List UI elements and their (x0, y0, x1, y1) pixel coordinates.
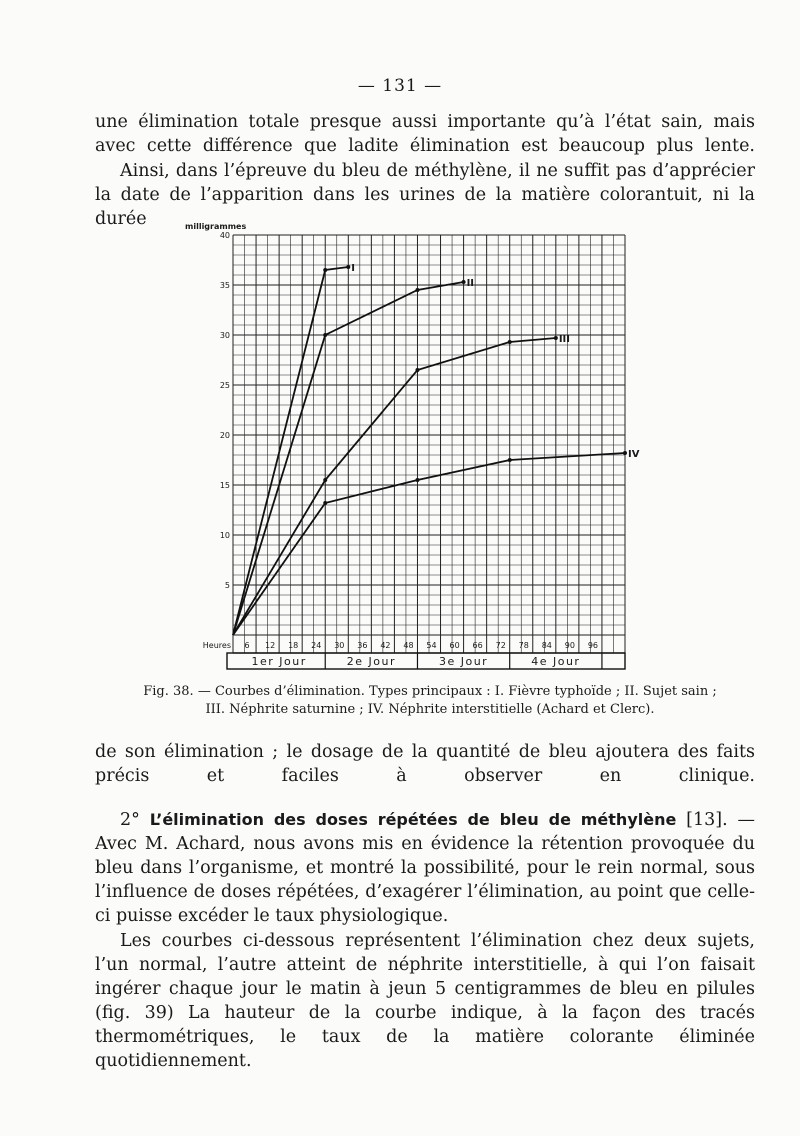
para1-line1: une élimination totale presque aussi importante qu’à l’état sain, mais avec (95, 112, 755, 156)
series-point (415, 288, 419, 292)
series-point (323, 333, 327, 337)
section-body: M. Achard, nous avons mis en évidence la rétention provoquée du bleu dans l’organisme, et montré la possibilité, pour le rein normal, sous l’influence de doses répétées, d’exagérer l’élimination, au point que celle-ci puisse excéder le taux physiologique. (95, 834, 755, 926)
y-axis-label: milligrammes (185, 222, 247, 231)
x-tick-label: 6 (244, 641, 250, 650)
series-label: IV (628, 449, 640, 460)
series-point (415, 478, 419, 482)
elimination-chart (185, 215, 640, 675)
page-number: — 131 — (357, 76, 443, 96)
series-point (323, 501, 327, 505)
series-point (508, 458, 512, 462)
y-tick-label: 5 (224, 581, 230, 590)
series-label: III (558, 334, 570, 345)
y-tick-label: 10 (219, 531, 230, 540)
series-label: II (466, 278, 475, 289)
paragraph-continuation (95, 110, 755, 158)
y-tick-label: 35 (219, 281, 230, 290)
series-point (554, 336, 558, 340)
x-tick-label: 18 (288, 641, 299, 650)
para2-line2: la date de l’apparition dans les urines de la matière colorantuit, ni la durée (95, 185, 755, 229)
section-reference: [13]. — Avec (95, 810, 755, 854)
x-tick-label: 72 (495, 641, 506, 650)
x-tick-label: 12 (265, 641, 276, 650)
x-tick-label: 54 (426, 641, 437, 650)
x-tick-label: 60 (449, 641, 460, 650)
series-label: I (351, 263, 356, 274)
x-tick-label: 90 (564, 641, 575, 650)
x-tick-label: 66 (472, 641, 483, 650)
para5-text: Les courbes ci-dessous représentent l’élimination chez deux sujets, l’un normal, l’autre atteint de néphrite interstitielle, à qui l’on faisait ingérer chaque jour le matin à jeun 5 centigrammes de bleu en pilules (fig. 39) La hauteur de la courbe indique, à la façon des tracés thermométriques, le taux de la matière colorante éliminée quotidiennement. (95, 931, 755, 1071)
y-tick-labels (220, 231, 230, 590)
x-tick-label: 30 (334, 641, 345, 650)
day-label: 1er Jour (251, 655, 307, 668)
day-label: 3e Jour (438, 655, 489, 668)
series-point (623, 451, 627, 455)
y-tick-label: 30 (219, 331, 230, 340)
para2-line1: Ainsi, dans l’épreuve du bleu de méthylène, il ne suffit pas d’apprécier (120, 161, 755, 181)
para3-line1: de son élimination ; le dosage de la quantité de bleu ajoutera des faits précis et (95, 742, 755, 786)
x-axis-label: Heures (202, 641, 231, 650)
y-tick-label: 15 (219, 481, 230, 490)
day-labels (251, 653, 601, 669)
caption-line2: III. Néphrite saturnine ; IV. Néphrite interstitielle (Achard et Clerc). (205, 702, 655, 717)
caption-line1: Fig. 38. — Courbes d’élimination. Types principaux : I. Fièvre typhoïde ; II. Sujet sain ; (143, 684, 717, 699)
series-point (323, 268, 327, 272)
x-tick-label: 84 (541, 641, 552, 650)
x-tick-label: 36 (357, 641, 368, 650)
x-tick-label: 42 (380, 641, 391, 650)
series-point (462, 280, 466, 284)
x-tick-labels (203, 641, 598, 650)
x-tick-label: 48 (403, 641, 414, 650)
series-point (323, 478, 327, 482)
paragraph-elimination (95, 740, 755, 788)
series-point (346, 265, 350, 269)
x-tick-label: 78 (518, 641, 529, 650)
figure-caption (140, 683, 720, 719)
para1-line2: cette différence que ladite élimination est beaucoup plus lente. (146, 136, 755, 156)
y-tick-label: 25 (219, 381, 230, 390)
paragraph-repeated-doses (95, 808, 755, 928)
y-tick-label: 40 (219, 231, 230, 240)
x-tick-label: 24 (311, 641, 322, 650)
series-point (508, 340, 512, 344)
y-tick-label: 20 (219, 431, 230, 440)
section-number: 2° (120, 810, 140, 830)
day-label: 2e Jour (346, 655, 396, 668)
day-label: 4e Jour (531, 655, 581, 668)
x-tick-label: 96 (587, 641, 599, 650)
paragraph-curves (95, 929, 755, 1073)
series-point (415, 368, 419, 372)
section-title: L’élimination des doses répétées de bleu de méthylène (149, 810, 677, 829)
para3-line2: faciles à observer en clinique. (281, 766, 755, 786)
